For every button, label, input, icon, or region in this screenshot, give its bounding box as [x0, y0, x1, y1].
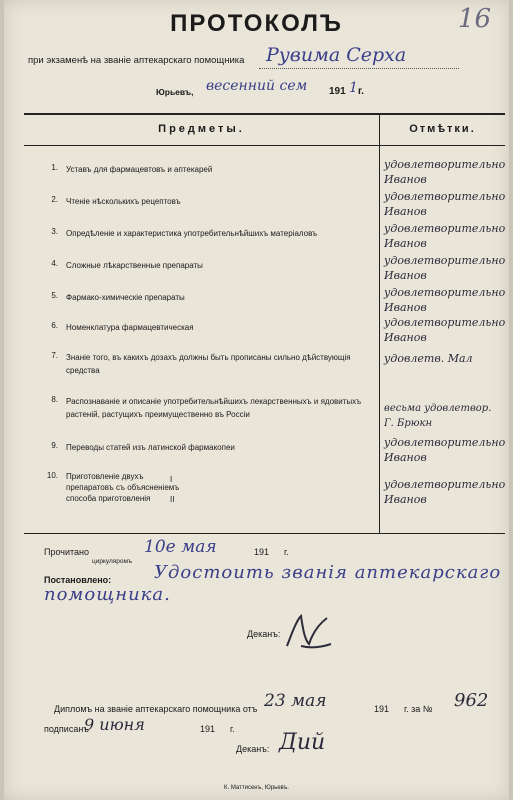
row-number: 2. — [51, 195, 58, 204]
read-small: циркуляромъ — [92, 558, 133, 565]
column-divider — [379, 115, 380, 533]
dean-label-2: Деканъ: — [236, 744, 270, 754]
row-mark: удовлетворительно Иванов — [384, 222, 506, 250]
row-subject: Чтеніе нѣсколькихъ рецептовъ — [66, 197, 181, 206]
diploma-year-suffix: г. за № — [404, 704, 433, 714]
row-mark: удовлетворительно Иванов — [384, 158, 506, 186]
row-subject: Переводы статей изъ латинской фармакопеи — [66, 443, 235, 452]
student-name-line — [259, 68, 459, 69]
signed-date: 9 июня — [84, 715, 145, 734]
printer-footer: К. Маттисенъ, Юрьевъ. — [224, 785, 289, 791]
resolution-line-1: Удостоить званія аптекарскаго — [154, 562, 502, 583]
row-subject: Распознаваніе и описаніе употребительнѣйшихъ лекарственныхъ и ядовитыхъ растеній, растущихъ преимущественно въ Россіи — [66, 397, 362, 419]
row-mark: удовлетворительно Иванов — [384, 254, 506, 282]
document-subtitle: при экзаменѣ на званіе аптекарскаго помощника — [28, 55, 245, 66]
row-subject: Уставъ для фармацевтовъ и аптекарей — [66, 165, 213, 174]
diploma-label: Дипломъ на званіе аптекарскаго помощника отъ — [54, 704, 258, 714]
sheet-number: 16 — [457, 4, 491, 34]
row-number: 7. — [51, 351, 58, 360]
row-number: 3. — [51, 227, 58, 236]
row-mark: удовлетв. Мал — [384, 352, 473, 365]
header-rule — [24, 145, 505, 146]
row-subject: Знаніе того, въ какихъ дозахъ должны быть прописаны сильно дѣйствующія средства — [66, 353, 351, 375]
exam-table — [24, 113, 505, 534]
row-number: 4. — [51, 259, 58, 268]
document-title: ПРОТОКОЛЪ — [170, 10, 343, 37]
row-number: 1. — [51, 163, 58, 172]
dean-signature-2: Дий — [279, 730, 326, 755]
signed-label: подписанъ — [44, 724, 89, 734]
diploma-year: 191 — [374, 704, 390, 714]
place-label: Юрьевъ, — [156, 87, 194, 97]
row-number: 5. — [51, 291, 58, 300]
resolution-line-2: помощника. — [44, 584, 171, 605]
resolved-label: Постановлено: — [44, 575, 112, 585]
row-number: 9. — [51, 441, 58, 450]
row-mark: весьма удовлетвор. Г. Брюкн — [384, 403, 492, 429]
row-subject: Опредѣленіе и характеристика употребительнѣйшихъ матеріаловъ — [66, 229, 318, 238]
signed-year: 191 — [200, 724, 216, 734]
dean-label: Деканъ: — [247, 629, 281, 639]
read-year: 191 — [254, 547, 270, 557]
row-number: 6. — [51, 321, 58, 330]
signed-year-suffix: г. — [230, 724, 235, 734]
row-mark: удовлетворительно Иванов — [384, 190, 506, 218]
dean-signature-1 — [279, 610, 339, 655]
year-suffix: г. — [358, 86, 364, 97]
row-number: 8. — [51, 395, 58, 404]
row-subject: Фармако-химическіе препараты — [66, 293, 185, 302]
row-mark: удовлетворительно Иванов — [384, 478, 506, 506]
preparation-two: II — [170, 495, 175, 504]
year-digit: 1 — [349, 80, 358, 96]
header-marks: Отмѣтки. — [409, 123, 476, 135]
diploma-number: 962 — [454, 690, 489, 711]
header-subjects: Предметы. — [158, 123, 245, 135]
protocol-page — [4, 0, 509, 800]
row-subject: Номенклатура фармацевтическая — [66, 323, 194, 332]
read-date: 10е мая — [144, 537, 217, 557]
row-mark: удовлетворительно Иванов — [384, 286, 506, 314]
student-name: Рувима Серха — [266, 44, 407, 66]
year-prefix: 191 — [329, 86, 346, 97]
row-number: 10. — [46, 471, 58, 480]
read-year-suffix: г. — [284, 547, 289, 557]
row-mark: удовлетворительно Иванов — [384, 436, 506, 464]
row-mark: удовлетворительно Иванов — [384, 316, 506, 344]
semester-value: весенний сем — [206, 78, 308, 94]
row-subject: Приготовленіе двухъ препаратовъ съ объясненіемъ способа приготовленія — [66, 472, 180, 503]
row-subject: Сложные лѣкарственные препараты — [66, 261, 203, 270]
diploma-date: 23 мая — [264, 691, 327, 711]
preparation-one: I — [170, 475, 173, 484]
read-label: Прочитано — [44, 547, 89, 557]
